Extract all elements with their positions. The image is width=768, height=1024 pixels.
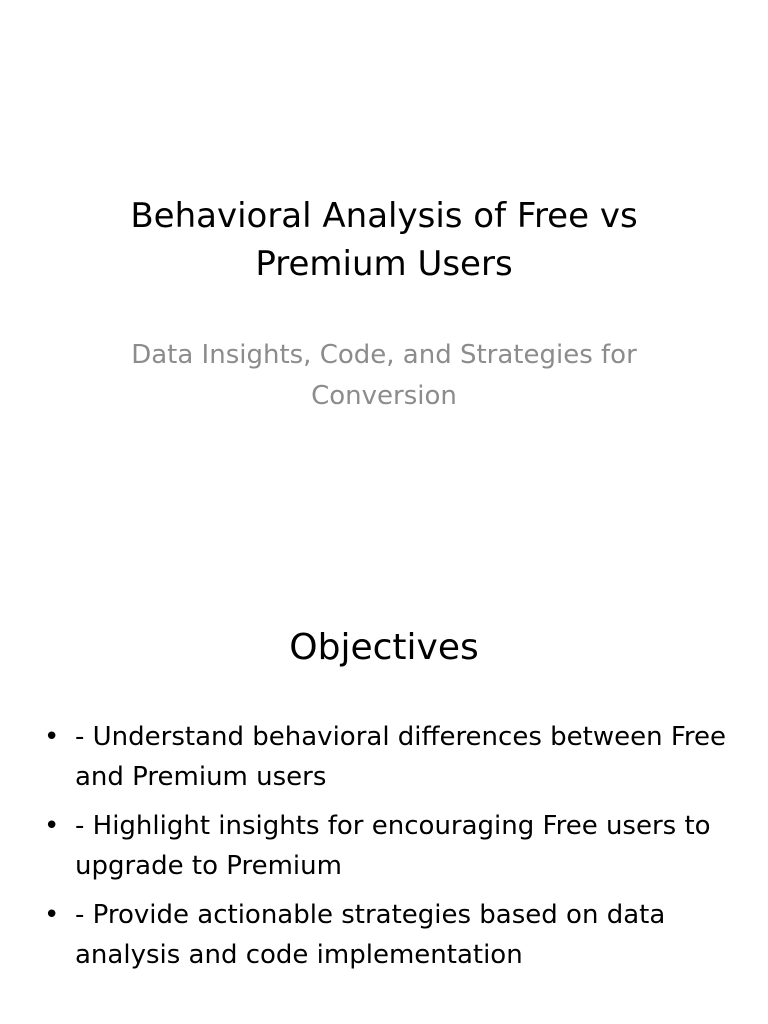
objective-item: [40, 895, 730, 975]
objective-item: [40, 717, 730, 797]
objective-text: - Highlight insights for encouraging Free users to upgrade to Premium: [75, 811, 711, 881]
objectives-heading: Objectives: [289, 627, 479, 668]
slide-subtitle: Data Insights, Code, and Strategies for Conversion: [131, 340, 637, 411]
objective-text: - Understand behavioral differences between Free and Premium users: [75, 722, 727, 792]
slide-title-heading: Behavioral Analysis of Free vs Premium Users: [130, 196, 638, 284]
slide-objectives: [0, 512, 768, 1024]
bullet-dot-icon: •: [44, 722, 60, 752]
objective-item: [40, 806, 730, 886]
objective-text: - Provide actionable strategies based on data analysis and code implementation: [75, 900, 666, 970]
objectives-list: [40, 717, 730, 984]
bullet-dot-icon: •: [44, 900, 60, 930]
bullet-dot-icon: •: [44, 811, 60, 841]
